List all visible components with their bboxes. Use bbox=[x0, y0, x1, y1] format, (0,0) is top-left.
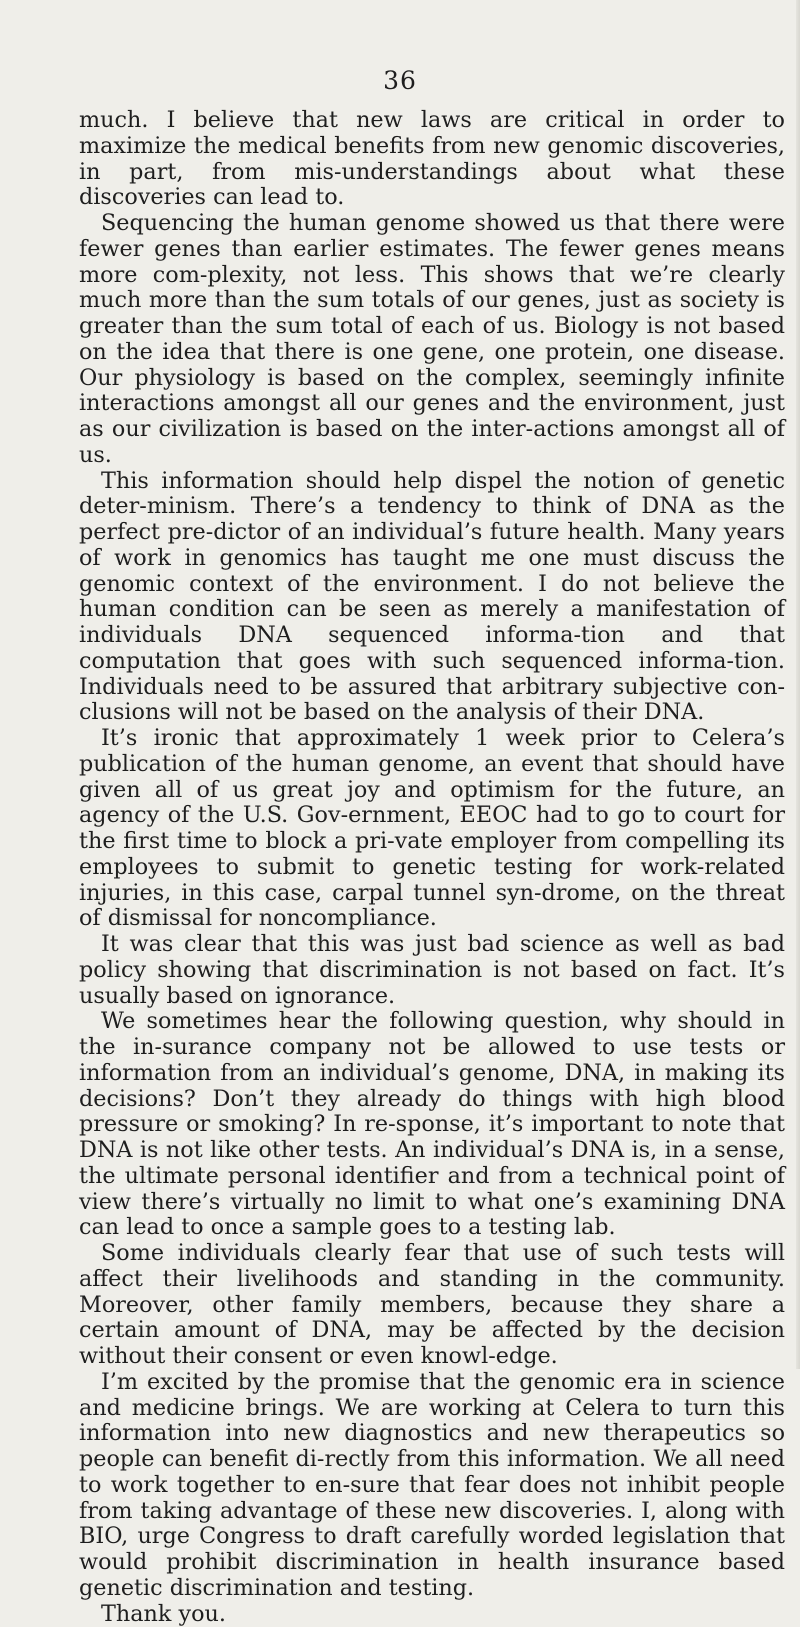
paragraph-continuation: much. I believe that new laws are critical in order to maximize the medical benefits from new genomic discoveries, in part, from mis-understandings about what these discoveries can lead to. bbox=[79, 108, 785, 211]
paragraph-insurance-question: We sometimes hear the following question, why should in the in-surance company not be allowed to use tests or information from an individual’s genome, DNA, in making its decisions? Don’t they already do things with high blood pressure or smoking? In re-sponse, it’s important to note that DNA is not like other tests. An individual’s DNA is, in a sense, the ultimate personal identifier and from a technical point of view there’s virtually no limit to what one’s examining DNA can lead to once a sample goes to a testing lab. bbox=[79, 1009, 785, 1241]
paragraph-thank-you: Thank you. bbox=[79, 1602, 785, 1627]
page-edge-shadow bbox=[796, 0, 800, 1369]
paragraph-genome-sequencing: Sequencing the human genome showed us that there were fewer genes than earlier estimates. The fewer genes means more com-plexity, not less. This shows that we’re clearly much more than the sum totals of our genes, just as society is greater than the sum total of each of us. Biology is not based on the idea that there is one gene, one protein, one disease. Our physiology is based on the complex, seemingly infinite interactions amongst all our genes and the environment, just as our civilization is based on the inter-actions amongst all of us. bbox=[79, 211, 785, 469]
page-number: 36 bbox=[0, 66, 800, 95]
paragraph-bad-science: It was clear that this was just bad science as well as bad policy showing that discrimination is not based on fact. It’s usually based on ignorance. bbox=[79, 932, 785, 1009]
body-text bbox=[79, 108, 785, 1627]
paragraph-eeoc-case: It’s ironic that approximately 1 week prior to Celera’s publication of the human genome, an event that should have given all of us great joy and optimism for the future, an agency of the U.S. Gov-ernment, EEOC had to go to court for the first time to block a pri-vate employer from compelling its employees to submit to genetic testing for work-related injuries, in this case, carpal tunnel syn-drome, on the threat of dismissal for noncompliance. bbox=[79, 726, 785, 932]
paragraph-livelihood-fear: Some individuals clearly fear that use of such tests will affect their livelihoods and standing in the community. Moreover, other family members, because they share a certain amount of DNA, may be affected by the decision without their consent or even knowl-edge. bbox=[79, 1241, 785, 1370]
paragraph-genetic-determinism: This information should help dispel the notion of genetic deter-minism. There’s a tendency to think of DNA as the perfect pre-dictor of an individual’s future health. Many years of work in genomics has taught me one must discuss the genomic context of the environment. I do not believe the human condition can be seen as merely a manifestation of individuals DNA sequenced informa-tion and that computation that goes with such sequenced informa-tion. Individuals need to be assured that arbitrary subjective con-clusions will not be based on the analysis of their DNA. bbox=[79, 469, 785, 727]
paragraph-genomic-era: I’m excited by the promise that the genomic era in science and medicine brings. We are working at Celera to turn this information into new diagnostics and new therapeutics so people can benefit di-rectly from this information. We all need to work together to en-sure that fear does not inhibit people from taking advantage of these new discoveries. I, along with BIO, urge Congress to draft carefully worded legislation that would prohibit discrimination in health insurance based genetic discrimination and testing. bbox=[79, 1370, 785, 1602]
